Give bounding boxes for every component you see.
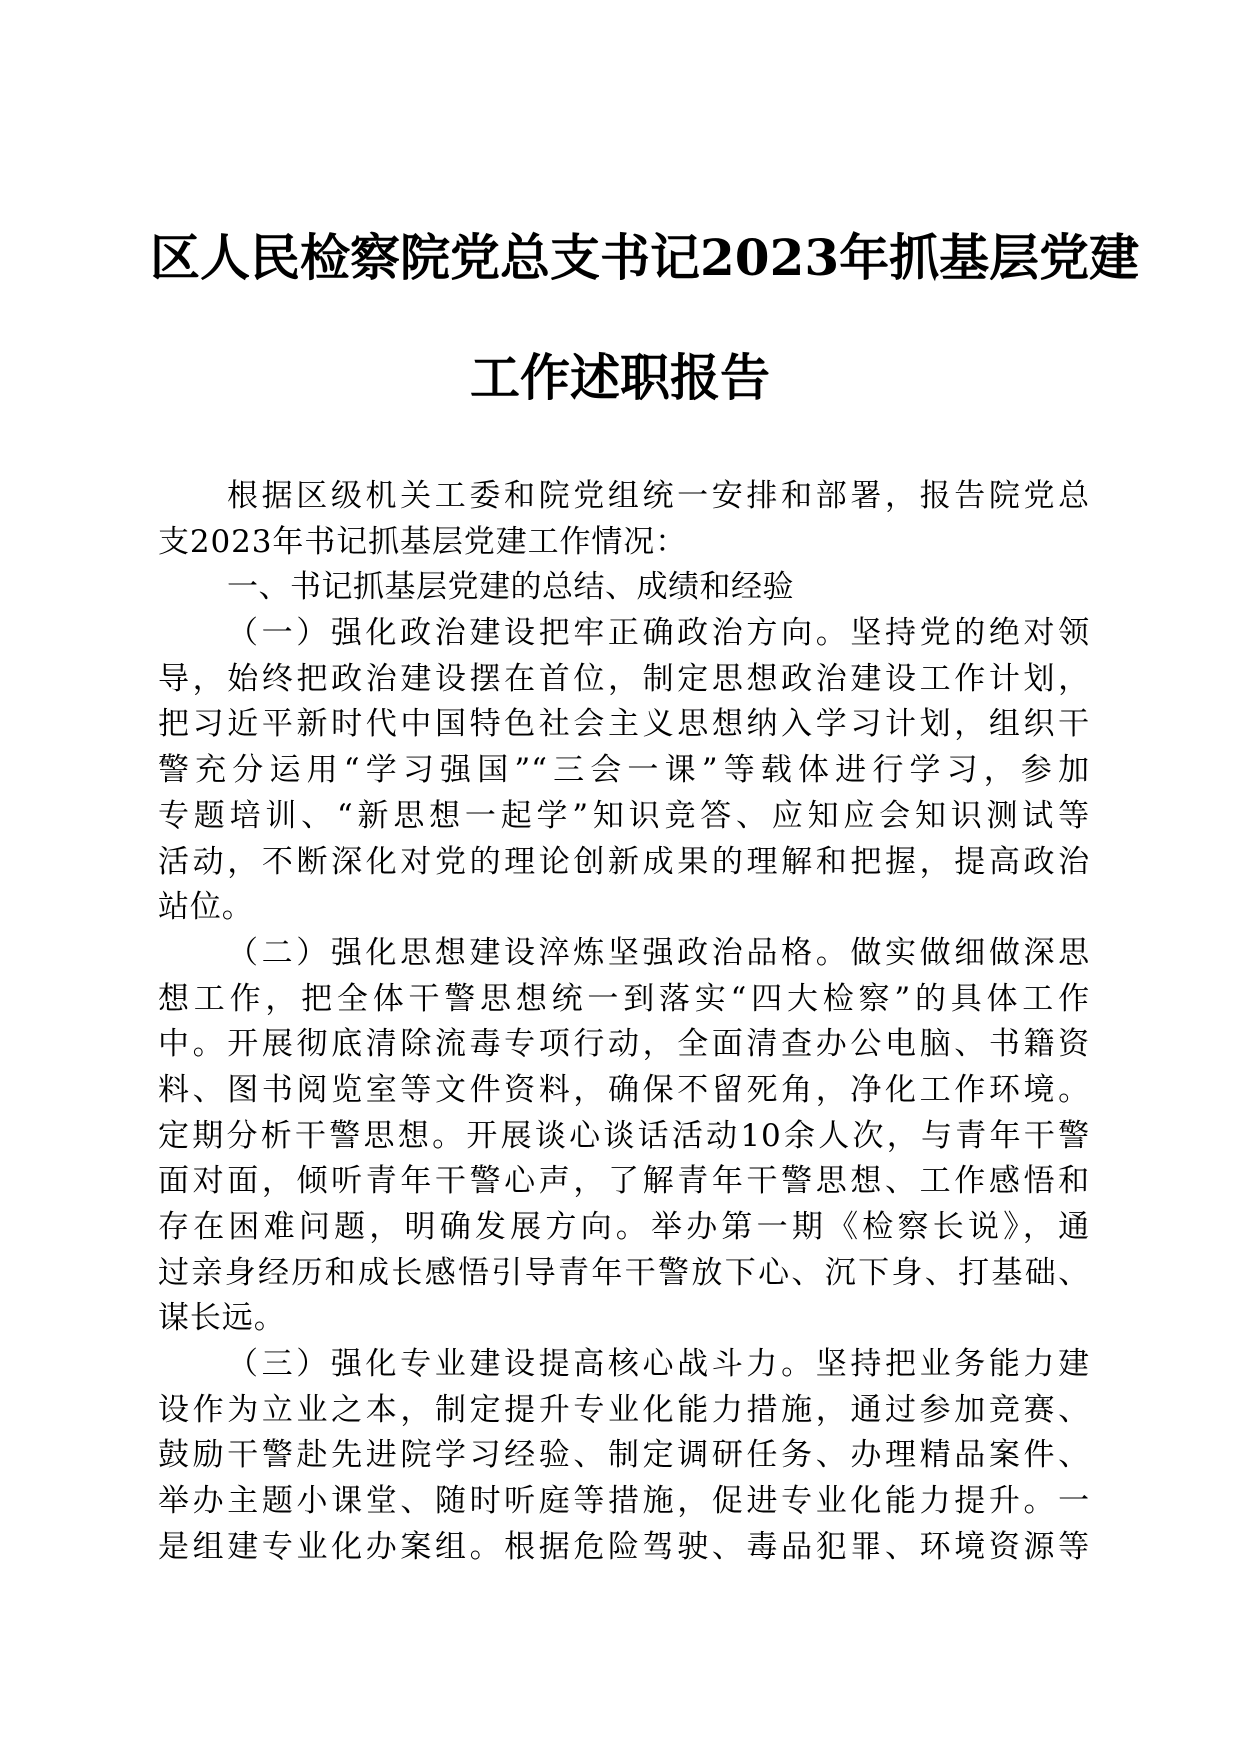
paragraph-2-line: 过亲身经历和成长感悟引导青年干警放下心、沉下身、打基础、 xyxy=(158,1254,1090,1291)
paragraph-2-line: （二）强化思想建设淬炼坚强政治品格。做实做细做深思 xyxy=(227,934,1090,971)
document-title-line-1: 区人民检察院党总支书记2023年抓基层党建 xyxy=(150,228,1140,287)
paragraph-1-line: 把习近平新时代中国特色社会主义思想纳入学习计划，组织干 xyxy=(158,706,1090,743)
paragraph-3-line: （三）强化专业建设提高核心战斗力。坚持把业务能力建 xyxy=(227,1346,1090,1383)
paragraph-1-line: 站位。 xyxy=(158,889,254,926)
paragraph-2-line: 中。开展彻底清除流毒专项行动，全面清查办公电脑、书籍资 xyxy=(158,1026,1090,1063)
paragraph-3-line: 鼓励干警赴先进院学习经验、制定调研任务、办理精品案件、 xyxy=(158,1437,1090,1474)
paragraph-1-line: 活动，不断深化对党的理论创新成果的理解和把握，提高政治 xyxy=(158,843,1090,880)
paragraph-2-line: 定期分析干警思想。开展谈心谈话活动10余人次，与青年干警 xyxy=(158,1117,1090,1154)
section-heading: 一、书记抓基层党建的总结、成绩和经验 xyxy=(227,569,794,606)
paragraph-3-line: 举办主题小课堂、随时听庭等措施，促进专业化能力提升。一 xyxy=(158,1483,1090,1520)
paragraph-1-line: 导，始终把政治建设摆在首位，制定思想政治建设工作计划， xyxy=(158,660,1090,697)
intro-line: 支2023年书记抓基层党建工作情况： xyxy=(158,523,688,560)
paragraph-2-line: 谋长远。 xyxy=(158,1300,286,1337)
paragraph-1-line: 专题培训、“新思想一起学”知识竞答、应知应会知识测试等 xyxy=(158,797,1090,834)
paragraph-2-line: 料、图书阅览室等文件资料，确保不留死角，净化工作环境。 xyxy=(158,1071,1090,1108)
paragraph-1-line: （一）强化政治建设把牢正确政治方向。坚持党的绝对领 xyxy=(227,615,1090,652)
paragraph-1-line: 警充分运用“学习强国”“三会一课”等载体进行学习，参加 xyxy=(158,752,1090,789)
paragraph-3-line: 是组建专业化办案组。根据危险驾驶、毒品犯罪、环境资源等 xyxy=(158,1528,1090,1565)
document-body xyxy=(158,474,1090,1571)
document-title-line-2: 工作述职报告 xyxy=(470,348,770,407)
intro-line: 根据区级机关工委和院党组统一安排和部署，报告院党总 xyxy=(227,478,1090,514)
paragraph-2-line: 想工作，把全体干警思想统一到落实“四大检察”的具体工作 xyxy=(158,980,1090,1017)
paragraph-2-line: 面对面，倾听青年干警心声，了解青年干警思想、工作感悟和 xyxy=(158,1163,1090,1200)
paragraph-3-line: 设作为立业之本，制定提升专业化能力措施，通过参加竞赛、 xyxy=(158,1391,1090,1428)
paragraph-2-line: 存在困难问题，明确发展方向。举办第一期《检察长说》，通 xyxy=(158,1209,1090,1245)
